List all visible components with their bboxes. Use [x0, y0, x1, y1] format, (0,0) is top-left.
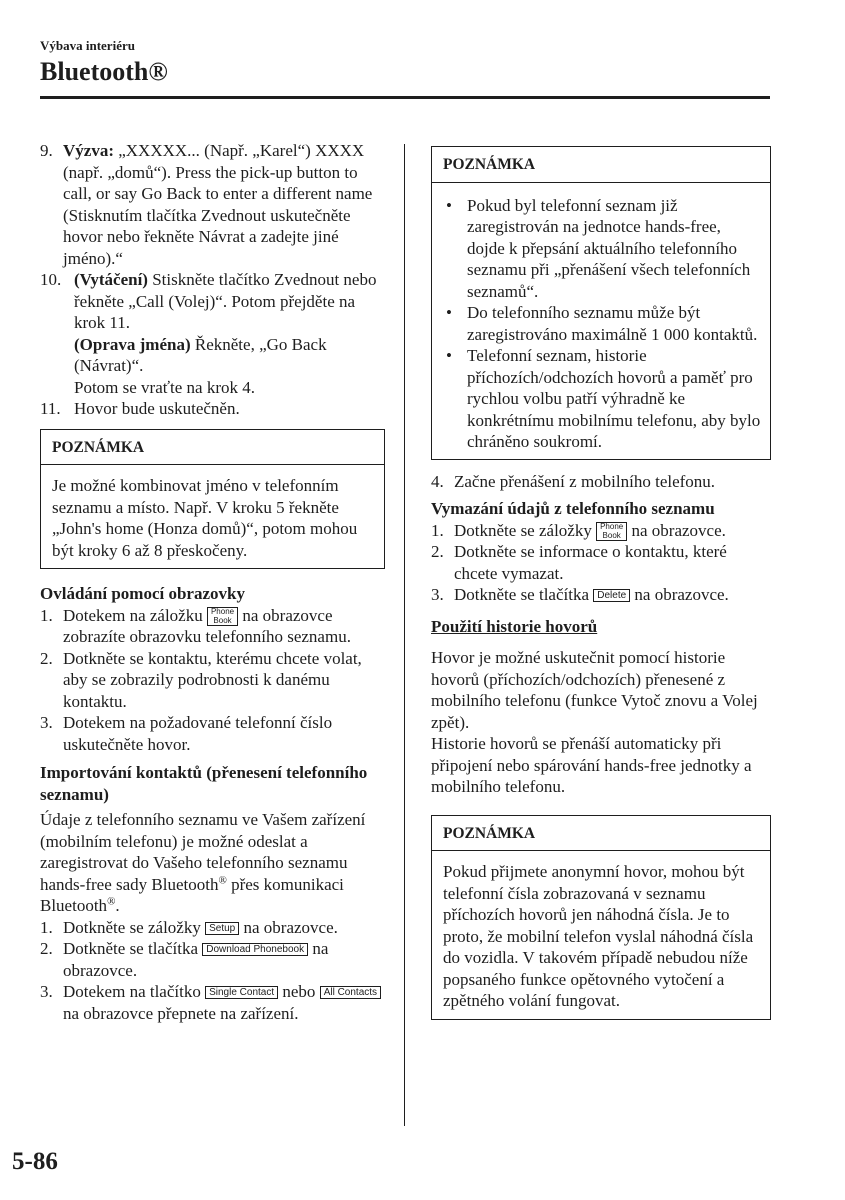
paragraph: Hovor je možné uskutečnit pomocí historie hovorů (příchozích/odchozích) přenesené z mobilního telefonu (funkce Vytoč znovu a Volej zpět). [431, 648, 758, 732]
note-bullet [443, 345, 762, 453]
step-number: 2. [431, 542, 444, 561]
step-text: Dotekem na tlačítko [63, 982, 206, 1001]
step-text: Dotkněte se záložky [454, 520, 597, 540]
step-11 [40, 398, 385, 420]
setup-tab: Setup [205, 922, 239, 935]
step-text: na obrazovce. [630, 585, 729, 604]
step-text: na obrazovce. [627, 520, 726, 540]
step-text: Dotkněte se informace o kontaktu, které chcete vymazat. [454, 542, 727, 583]
list-item [431, 541, 771, 584]
step-number: 3. [40, 982, 53, 1001]
step-number: 2. [40, 939, 53, 958]
button-label: Phone [600, 522, 624, 531]
list-item [40, 605, 385, 648]
column-divider [404, 144, 405, 1126]
registered-mark: ® [107, 895, 116, 908]
phone-book-tab [207, 607, 238, 626]
step-text: Řekněte, „Go Back (Návrat)“. [74, 334, 327, 375]
button-label: Book [602, 530, 621, 540]
paragraph-text: Údaje z telefonního seznamu ve Vašem zařízení (mobilním telefonu) je možné odeslat a zaregistrovat do Vašeho telefonního seznamu hands-free sady Bluetooth [40, 810, 366, 894]
step-number: 3. [431, 585, 444, 604]
step-text: Stiskněte tlačítko Zvednout nebo řekněte „Call (Volej)“. Potom přejděte na krok 11. [74, 270, 377, 332]
section-heading: Vymazání údajů z telefonního seznamu [431, 499, 715, 518]
step-text: na obrazovce přepnete na zařízení. [63, 1003, 299, 1023]
step-text: Začne přenášení z mobilního telefonu. [454, 471, 716, 491]
step-label: (Vytáčení) [74, 270, 148, 289]
right-column [431, 146, 771, 1034]
list-item [40, 712, 385, 755]
note-heading: POZNÁMKA [432, 816, 770, 852]
page-number: 5-86 [12, 1148, 58, 1175]
page-title: Bluetooth® [40, 57, 168, 86]
list-item [431, 471, 771, 493]
all-contacts-button: All Contacts [320, 986, 381, 999]
button-label: Phone [210, 607, 235, 616]
paragraph: Historie hovorů se přenáší automaticky při připojení nebo spárování hands-free jednotky a mobilního telefonu. [431, 734, 752, 796]
step-text: na obrazovce. [63, 939, 329, 980]
note-box [431, 815, 771, 1020]
step-10 [40, 269, 385, 398]
delete-button: Delete [593, 589, 630, 602]
step-text: „XXXXX... (Např. „Karel“) XXXX (např. „domů“). Press the pick-up button to call, or say Go Back to enter a different name (Stisknutím tlačítka Zvednout uskutečněte hovor nebo řekněte Návrat a zadejte jiné jméno).“ [63, 141, 373, 268]
step-number: 1. [431, 520, 444, 540]
step-number: 4. [431, 471, 444, 491]
step-number: 3. [40, 713, 53, 732]
paragraph-text: . [115, 896, 120, 915]
note-bullet [443, 302, 762, 345]
list-item [40, 981, 385, 1024]
step-text: Dotkněte se záložky [63, 917, 206, 937]
step-number: 10. [40, 270, 62, 289]
note-box [40, 429, 385, 570]
step-text: na obrazovce. [239, 917, 338, 937]
bullet-dot: • [446, 303, 452, 322]
step-number: 11. [40, 399, 61, 418]
bullet-text: Pokud byl telefonní seznam již zaregistrován na jednotce hands-free, dojde k přepsání aktuálního telefonního seznamu při „přenášení všech telefonních seznamů“. [467, 195, 751, 301]
section-heading: Importování kontaktů (přenesení telefonního seznamu) [40, 763, 368, 804]
list-item [40, 938, 385, 981]
list-item [40, 917, 385, 939]
note-text: Je možné kombinovat jméno v telefonním seznamu a místo. Např. V kroku 5 řekněte „John's home (Honza domů)“, potom mohou být kroky 6 až 8 přeskočeny. [52, 476, 358, 560]
section-label: Výbava interiéru [40, 38, 135, 53]
step-text: Dotkněte se tlačítka [63, 939, 203, 958]
phone-book-tab [596, 522, 627, 541]
step-label: Výzva: [63, 141, 114, 160]
bullet-text: Do telefonního seznamu může být zaregistrováno maximálně 1 000 kontaktů. [467, 303, 758, 344]
left-column [40, 140, 385, 1024]
section-heading: Ovládání pomocí obrazovky [40, 584, 245, 603]
section-heading: Použití historie hovorů [431, 616, 598, 636]
step-number: 9. [40, 141, 53, 160]
note-heading: POZNÁMKA [432, 147, 770, 183]
paragraph [40, 809, 385, 917]
button-label: Book [213, 615, 232, 625]
list-item [431, 584, 771, 606]
step-text: Dotekem na záložku [63, 605, 207, 625]
single-contact-button: Single Contact [205, 986, 278, 999]
list-item [40, 648, 385, 713]
step-text: Dotkněte se tlačítka [454, 585, 594, 604]
bullet-text: Telefonní seznam, historie příchozích/odchozích hovorů a paměť pro rychlou volbu patří výhradně ke konkrétnímu mobilnímu telefonu, aby bylo chráněno soukromí. [467, 346, 761, 451]
step-text: Dotkněte se kontaktu, kterému chcete volat, aby se zobrazily podrobnosti k danému kontaktu. [63, 648, 362, 711]
step-text: Potom se vraťte na krok 4. [74, 377, 256, 397]
list-item [431, 520, 771, 542]
paragraph-text: přes komunikaci Bluetooth [40, 874, 344, 915]
step-text: Hovor bude uskutečněn. [74, 399, 240, 418]
step-number: 1. [40, 917, 53, 937]
step-number: 2. [40, 648, 53, 668]
step-text: Dotekem na požadované telefonní číslo uskutečněte hovor. [63, 713, 333, 754]
note-bullet [443, 195, 762, 303]
step-text: na obrazovce zobrazíte obrazovku telefonního seznamu. [63, 605, 351, 646]
note-heading: POZNÁMKA [41, 430, 384, 466]
step-number: 1. [40, 605, 53, 625]
bullet-dot: • [446, 195, 452, 215]
note-box [431, 146, 771, 460]
note-text: Pokud přijmete anonymní hovor, mohou být telefonní čísla zobrazovaná v seznamu příchozích hovorů jen náhodná čísla. Je to proto, že mobilní telefon vyslal náhodná čísla do vozidla. V takovém případě nebudou níže popsaného funkce opětovného vytočení a zpětného volání fungovat. [443, 862, 754, 1010]
note-list [432, 183, 770, 459]
bullet-dot: • [446, 346, 452, 365]
header-rule [40, 96, 770, 99]
step-9 [40, 140, 385, 269]
step-label: (Oprava jména) [74, 334, 191, 354]
download-phonebook-button: Download Phonebook [202, 943, 308, 956]
step-text: nebo [278, 982, 320, 1001]
registered-mark: ® [218, 873, 227, 886]
